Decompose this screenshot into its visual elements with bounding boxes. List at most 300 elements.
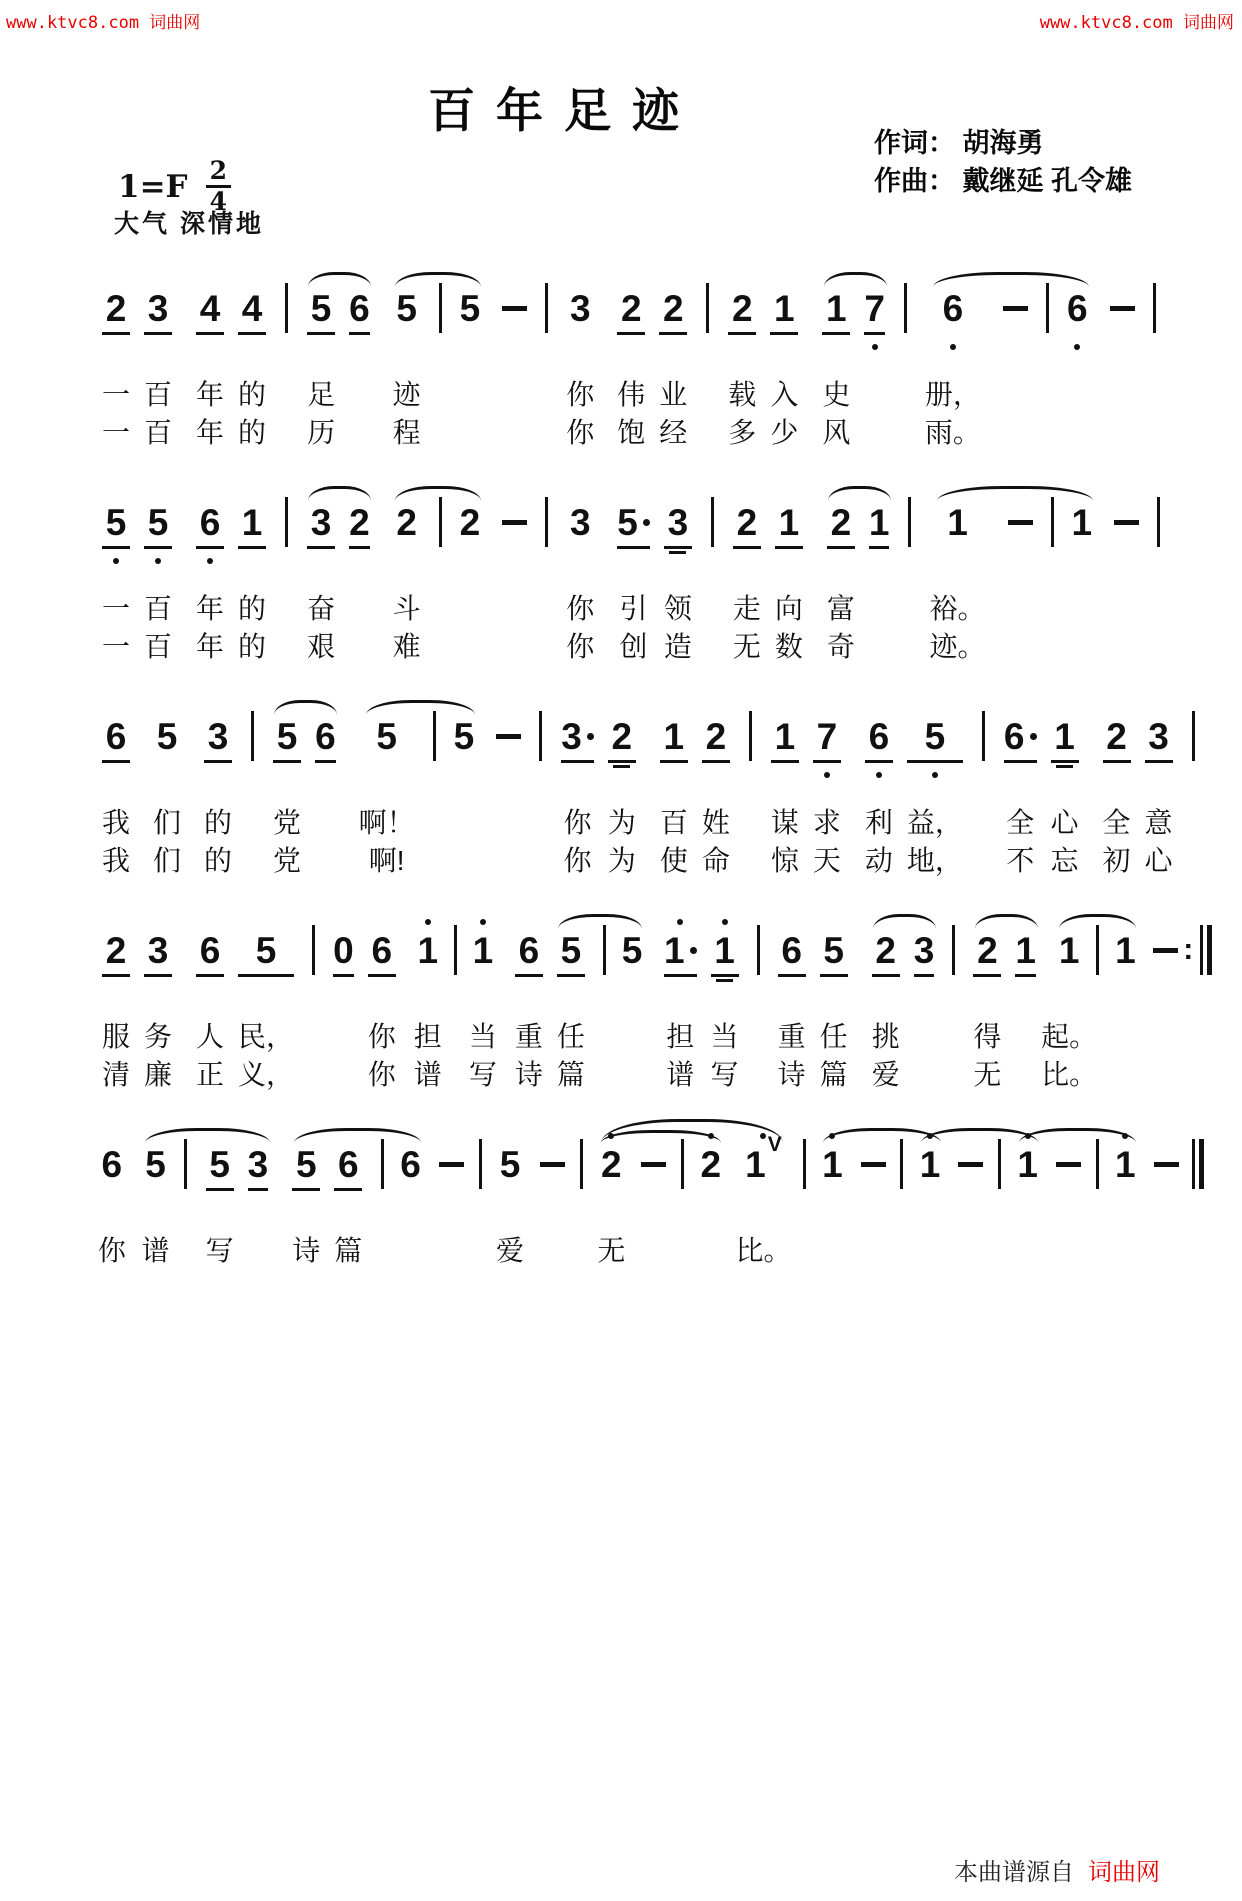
beam-underline [102, 546, 130, 549]
beam-underline [238, 332, 266, 335]
glyph-area [311, 285, 332, 331]
underline-area [502, 545, 527, 555]
barline-stroke [1046, 283, 1049, 333]
note-digit: 1 [1115, 1143, 1136, 1185]
barline [1190, 698, 1197, 882]
underline-area [545, 545, 548, 555]
underline-area [333, 973, 354, 983]
underline-area [822, 331, 850, 341]
beam-underline [349, 332, 370, 335]
beam-group [508, 912, 592, 1096]
glyph-area [664, 713, 685, 759]
glyph-area [242, 285, 263, 331]
footer-source-text: 本曲谱源自 [954, 1859, 1074, 1886]
note-digit: 6 [371, 929, 393, 971]
underline-area [749, 759, 752, 769]
beam-underline [1103, 760, 1131, 763]
lyric-verse1: 全 [1102, 807, 1131, 838]
underline-area [539, 759, 542, 769]
underline-area [820, 973, 848, 983]
beam-underline [1015, 974, 1036, 977]
lyric-verse1: 党 [273, 807, 302, 838]
barline-stroke-thick [1199, 1139, 1204, 1189]
lyric-verse1: 我 [102, 807, 131, 838]
note-digit: 5 [560, 929, 582, 971]
glyph-area [920, 1141, 941, 1187]
glyph-area [817, 713, 838, 759]
note [915, 1126, 945, 1272]
note-digit: 3 [147, 287, 169, 329]
note [610, 484, 657, 668]
glyph-area [714, 927, 735, 973]
footer-site-link[interactable]: 词曲网 [1088, 1859, 1160, 1886]
note-digit: 3 [247, 1143, 269, 1185]
note-digit: 0 [333, 929, 354, 971]
barline [379, 1126, 385, 1272]
glyph-area [831, 499, 852, 545]
beam-underline [1051, 760, 1079, 763]
note [696, 1126, 726, 1272]
barline [951, 912, 956, 1096]
underline-area [982, 759, 985, 769]
underline-area [349, 331, 370, 341]
underline-area [102, 759, 130, 769]
glyph-area [454, 713, 475, 759]
duration-dash [537, 1126, 568, 1272]
dash-stroke [540, 1162, 565, 1167]
note [448, 698, 481, 882]
duration-dash [490, 698, 527, 882]
glyph-area [1072, 499, 1093, 545]
note [266, 698, 308, 882]
glyph-area [479, 1141, 482, 1187]
underline-area [145, 1187, 167, 1197]
lyric-verse1: 服 [102, 1021, 131, 1052]
glyph-area [200, 499, 221, 545]
underline-area [711, 973, 739, 983]
underline-area [315, 759, 336, 769]
barline-stroke [1153, 283, 1156, 333]
beam-group [95, 698, 137, 882]
duration-dash [1150, 1126, 1181, 1272]
beam-underline [368, 974, 396, 977]
underline-area [1194, 1187, 1203, 1197]
barline-stroke [479, 1139, 482, 1189]
lyric-verse2: 你 [566, 417, 595, 448]
underline-area [827, 545, 855, 555]
credit-composer: 作曲： 戴继延 孔令雄 [874, 166, 1133, 196]
lyric-verse1: 一 [102, 379, 131, 410]
glyph-area [1110, 285, 1135, 331]
note-digit: 1 [1015, 929, 1036, 971]
underline-area [1051, 545, 1054, 555]
barline [756, 912, 761, 1096]
sixteenth-underline [1056, 765, 1073, 768]
lyric-verse1: 你 [566, 379, 595, 410]
barline [801, 1126, 807, 1272]
underline-area [499, 1187, 521, 1197]
beam-group [721, 270, 805, 454]
note-digit: 1 [1054, 715, 1075, 757]
augmentation-dot [587, 733, 594, 740]
lyric-verse2: 写 [468, 1059, 497, 1090]
beam-group [1096, 698, 1180, 882]
lyric-verse2: 比。 [1041, 1059, 1098, 1090]
underline-area [566, 331, 594, 341]
dash-stroke [641, 1162, 666, 1167]
lyric-verse2: 一 [102, 631, 131, 662]
barline [283, 484, 290, 668]
glyph-area [371, 927, 392, 973]
glyph-area [473, 927, 494, 973]
lyric-verse2: 地， [906, 845, 963, 876]
sixteenth-underline [613, 765, 630, 768]
underline-area [153, 759, 181, 769]
barline [477, 1126, 483, 1272]
barline-stroke [757, 925, 760, 975]
underline-area [334, 1187, 362, 1197]
barline-stroke [706, 283, 709, 333]
lyric-verse2: 经 [659, 417, 688, 448]
underline-area [973, 973, 1001, 983]
note-digit: 6 [199, 929, 221, 971]
octave-dot [155, 558, 161, 564]
glyph-area [454, 927, 457, 973]
note-digit: 2 [611, 715, 633, 757]
lyric-verse2: 创 [619, 631, 648, 662]
beam-underline [770, 332, 798, 335]
note-row [95, 1126, 1205, 1272]
note [508, 912, 550, 1096]
beam-underline [728, 332, 756, 335]
underline-area [349, 545, 370, 555]
lyric-verse2: 无 [732, 631, 761, 662]
underline-area [238, 973, 294, 983]
barline-stroke [184, 1139, 187, 1189]
note [813, 912, 855, 1096]
lyric-verse2: 数 [774, 631, 803, 662]
lyric-verse2: 雨。 [924, 417, 981, 448]
octave-dot [1074, 344, 1080, 350]
glyph-area [706, 285, 709, 331]
glyph-area [681, 1141, 684, 1187]
note [763, 270, 805, 454]
underline-area [1004, 759, 1037, 769]
beam-underline [865, 760, 893, 763]
underline-area [863, 1187, 882, 1197]
note [736, 1126, 791, 1272]
glyph-area [1114, 499, 1139, 545]
lyric-verse1: 你 [563, 807, 592, 838]
glyph-area [775, 713, 796, 759]
note [361, 912, 403, 1096]
note [387, 270, 427, 454]
octave-dot-above-area [722, 912, 728, 927]
barline-stroke [312, 925, 315, 975]
lyric-verse2: 谱 [666, 1059, 695, 1090]
glyph-area [242, 499, 263, 545]
note [771, 912, 813, 1096]
note [595, 1126, 629, 1272]
beam-underline [778, 974, 806, 977]
note-digit: 1 [663, 929, 685, 971]
note [189, 912, 231, 1096]
lyric-verse2: 你 [563, 845, 592, 876]
barline-stroke [1157, 497, 1160, 547]
underline-area [439, 545, 442, 555]
underline-area [1051, 759, 1079, 769]
beam-underline [914, 974, 935, 977]
lyric-verse2: 篇 [819, 1059, 848, 1090]
duration-dash [1104, 270, 1141, 454]
underline-area [623, 973, 641, 983]
notation-system [95, 912, 1205, 1096]
glyph-area [148, 499, 169, 545]
underline-area [455, 973, 456, 983]
glyph-area [539, 713, 542, 759]
note [657, 484, 699, 668]
glyph-area [540, 1141, 565, 1187]
underline-area [742, 1187, 785, 1197]
underline-area [313, 973, 314, 983]
glyph-area [757, 927, 760, 973]
glyph-area [1115, 1141, 1136, 1187]
lyric-verse2: 一 [102, 417, 131, 448]
barline [747, 698, 754, 882]
note-digit: 5 [310, 287, 332, 329]
beam-group [610, 270, 694, 454]
lyric-verse2: 诗 [514, 1059, 543, 1090]
underline-area [206, 1187, 234, 1197]
beam-group [197, 698, 239, 882]
underline-area [196, 331, 224, 341]
beam-underline [907, 760, 963, 763]
note [657, 912, 704, 1096]
barline-stroke [998, 1139, 1001, 1189]
underline-area [953, 973, 954, 983]
glyph-area [106, 713, 127, 759]
note-digit: 6 [101, 1143, 123, 1185]
underline-area [1116, 1187, 1134, 1197]
barline [1155, 484, 1162, 668]
lyric-verse2: 难 [392, 631, 421, 662]
underline-area [496, 759, 521, 769]
lyric-verse2: 年 [196, 417, 225, 448]
underline-area [706, 331, 709, 341]
lyric-verse1: 民， [238, 1021, 295, 1052]
glyph-area [277, 713, 298, 759]
glyph-area [312, 927, 315, 973]
glyph-area [952, 927, 955, 973]
glyph-area [622, 927, 643, 973]
beam-group [554, 698, 643, 882]
slur [601, 1119, 783, 1143]
barline-stroke [711, 497, 714, 547]
note-digit: 6 [1003, 715, 1025, 757]
octave-dot [876, 772, 882, 778]
notation-system [95, 1126, 1205, 1272]
duration-dash [638, 1126, 669, 1272]
glyph-area [460, 499, 481, 545]
note [231, 484, 273, 668]
beam-underline [664, 974, 697, 977]
barline-stroke [454, 925, 457, 975]
octave-dot-below-area [155, 555, 161, 568]
lyric-verse2: 风 [822, 417, 851, 448]
note [231, 270, 273, 454]
note-digit: 2 [977, 929, 998, 971]
underline-area [238, 545, 266, 555]
glyph-area [864, 285, 885, 331]
note-digit: 3 [913, 929, 935, 971]
barline [1095, 912, 1100, 1096]
note [95, 912, 137, 1096]
underline-area [1003, 331, 1028, 341]
beam-group [199, 1126, 276, 1272]
lyric-verse2: 多 [728, 417, 757, 448]
key-signature: 1=F [118, 168, 188, 205]
notation-system [95, 484, 1205, 668]
beam-group [285, 1126, 369, 1272]
lyric-verse1: 姓 [701, 807, 730, 838]
underline-area [770, 331, 798, 341]
time-signature-lower: 4 [209, 187, 227, 217]
lyric-verse2: 诗 [777, 1059, 806, 1090]
barline [899, 1126, 905, 1272]
note [326, 912, 361, 1096]
lyric-verse2: 年 [196, 631, 225, 662]
beam-underline [608, 760, 636, 763]
underline-area [442, 1187, 461, 1197]
lyric-verse1: 迹 [392, 379, 421, 410]
note [95, 270, 137, 454]
glyph-area [439, 1141, 464, 1187]
note [815, 270, 857, 454]
barline [980, 698, 987, 882]
underline-area [102, 545, 130, 555]
underline-area [681, 1187, 683, 1197]
lyric-verse2: 啊! [368, 845, 405, 876]
underline-area [660, 759, 688, 769]
glyph-area [601, 1141, 622, 1187]
underline-area [901, 1187, 903, 1197]
note [468, 912, 498, 1096]
beam-underline [292, 1188, 320, 1191]
glyph-area [706, 713, 727, 759]
final-bar-strokes [1192, 1139, 1204, 1189]
note [137, 270, 179, 454]
beam-group [189, 270, 273, 454]
underline-area [908, 545, 911, 555]
lyric-verse1: 人 [196, 1021, 225, 1052]
note-digit: 1 [745, 1143, 766, 1185]
underline-area [1059, 973, 1079, 983]
note [1066, 484, 1099, 668]
note [652, 270, 694, 454]
note-digit: 3 [147, 929, 169, 971]
underline-area [1103, 759, 1131, 769]
credits [874, 124, 1132, 200]
beam-underline [869, 546, 890, 549]
lyric-verse1: 百 [144, 379, 173, 410]
barline-stroke [603, 925, 606, 975]
lyric-verse2: 动 [864, 845, 893, 876]
underline-area [664, 545, 692, 555]
glyph-area [1096, 1141, 1099, 1187]
note [199, 1126, 241, 1272]
beam-underline [659, 332, 687, 335]
note-digit: 1 [417, 929, 439, 971]
underline-area [515, 973, 543, 983]
octave-dot [824, 772, 830, 778]
note [907, 912, 942, 1096]
underline-area [1157, 545, 1160, 555]
lyric-verse2: 的 [238, 631, 267, 662]
underline-area [479, 1187, 481, 1197]
beam-group [657, 912, 746, 1096]
beam-underline [102, 760, 130, 763]
beam-group [997, 698, 1086, 882]
sixteenth-underline [716, 979, 733, 982]
note-digit: 7 [816, 715, 838, 757]
beam-underline [144, 332, 172, 335]
lyric-verse2: 清 [102, 1059, 131, 1090]
lyric-verse2: 廉 [144, 1059, 173, 1090]
glyph-area [1059, 927, 1080, 973]
underline-area [758, 973, 759, 983]
augmentation-dot [1030, 733, 1037, 740]
note [1110, 1126, 1140, 1272]
underline-area [545, 331, 548, 341]
glyph-area [781, 927, 802, 973]
glyph-area [1153, 927, 1178, 973]
note-digit: 1 [778, 501, 800, 543]
underline-area [102, 331, 130, 341]
underline-area [1097, 973, 1098, 983]
note [764, 698, 806, 882]
underline-area [285, 331, 288, 341]
duration-dash [496, 270, 533, 454]
glyph-area [1192, 1141, 1204, 1187]
lyric-verse1: 走 [732, 593, 761, 624]
barline-stroke [433, 711, 436, 761]
glyph-area [1192, 713, 1195, 759]
note-digit: 1 [1058, 929, 1080, 971]
glyph-area [914, 927, 935, 973]
final-barline [1192, 1126, 1205, 1272]
note-digit: 3 [667, 501, 689, 543]
glyph-area [580, 1141, 583, 1187]
note-digit: 5 [453, 715, 475, 757]
lyric-verse1: 业 [659, 379, 688, 410]
lyric-verse1: 足 [307, 379, 336, 410]
dash-stroke [958, 1162, 983, 1167]
note [147, 698, 187, 882]
note-digit: 2 [700, 1143, 722, 1185]
note [1061, 270, 1094, 454]
glyph-area [148, 927, 169, 973]
glyph-area [1003, 285, 1028, 331]
note-digit: 2 [705, 715, 727, 757]
note [396, 1126, 426, 1272]
underline-area [238, 331, 266, 341]
lyric-verse1: 爱 [496, 1235, 525, 1266]
note-digit: 5 [145, 1143, 166, 1185]
dash-stroke [502, 520, 527, 525]
duration-dash [1150, 912, 1180, 1096]
note [704, 912, 746, 1096]
glyph-area [617, 499, 650, 545]
